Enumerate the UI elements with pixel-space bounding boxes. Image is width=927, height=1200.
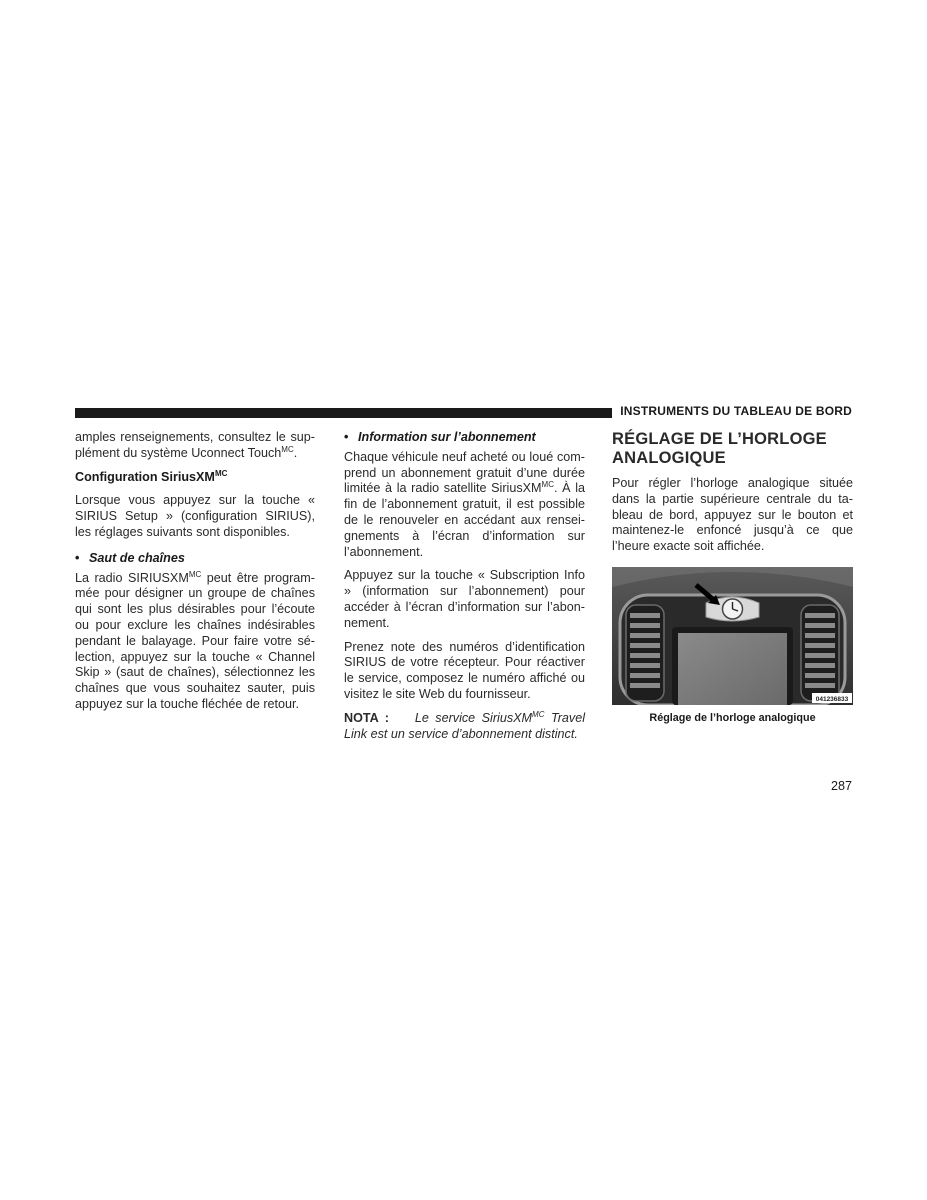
header-rule — [75, 408, 612, 418]
figure-code-text: 041236833 — [815, 696, 849, 703]
dashboard-illustration — [612, 567, 853, 705]
paragraph-sirius-setup: Lorsque vous appuyez sur la touche « SIRIUS Setup » (configuration SIRIUS), les réglages suivants sont disponibles. — [75, 493, 315, 539]
bullet-subscription: • Information sur l’abonnement — [344, 430, 536, 444]
running-header: INSTRUMENTS DU TABLEAU DE BORD — [620, 404, 852, 418]
left-air-vent — [626, 605, 664, 701]
figure-dashboard-clock — [612, 567, 853, 705]
column-right — [612, 430, 853, 563]
right-air-vent — [801, 605, 839, 701]
paragraph-free-subscription: Chaque véhicule neuf acheté ou loué com-prend un abonnement gratuit d’une durée limitée à la radio satellite SiriusXM$^{MC}$. À la fin de l’abonnement gratuit, il est possible de le renouveler en accédant aux rensei-gnements à l’écran d’information sur l’abonnement. — [344, 449, 586, 559]
subheading-config: Configuration SiriusXM$^{MC}$ — [75, 468, 228, 484]
paragraph-clock-setting: Pour régler l’horloge analogique située dans la partie supérieure centrale du ta-bleau de bord, appuyez sur le bouton et maintenez-le enfoncé jusqu’à ce que l’heure exacte soit affichée. — [612, 476, 853, 554]
section-title-clock: RÉGLAGE DE L’HORLOGE ANALOGIQUE — [612, 430, 827, 467]
paragraph-sirius-ids: Prenez note des numéros d’identification SIRIUS de votre récepteur. Pour réactiver le service, composez le numéro affiché ou visitez le site Web du fournisseur. — [344, 639, 585, 701]
figure-caption: Réglage de l’horloge analogique — [649, 712, 816, 724]
page-number: 287 — [830, 779, 852, 793]
column-middle — [344, 430, 585, 750]
paragraph-subscription-info: Appuyez sur la touche « Subscription Info » (information sur l’abonnement) pour accéder à l’écran d’information sur l’abon-nement. — [344, 568, 585, 630]
bullet-channel-skip: • Saut de chaînes — [75, 550, 185, 565]
column-left — [75, 430, 315, 721]
paragraph-continued: amples renseignements, consultez le sup-plément du système Uconnect Touch$^{MC}$. — [75, 430, 315, 460]
touchscreen-display — [678, 633, 787, 705]
paragraph-channel-skip: La radio $SIRIUSXM^{MC}$ peut être program-mée pour désigner un groupe de chaînes qui sont les plus désirables pour l’écoute ou pour exclure les chaînes indésirables pendant le balayage. Pour faire votre sé-lection, appuyez sur la touche « Channel Skip » (saut de chaînes), sélectionnez les chaînes que vous souhaitez sauter, puis appuyez sur la touche fléchée de retour. — [75, 569, 315, 711]
nota: NOTA : Le service SiriusXM$^{MC}$ Travel Link est un service d’abonnement distinct. — [344, 709, 586, 741]
